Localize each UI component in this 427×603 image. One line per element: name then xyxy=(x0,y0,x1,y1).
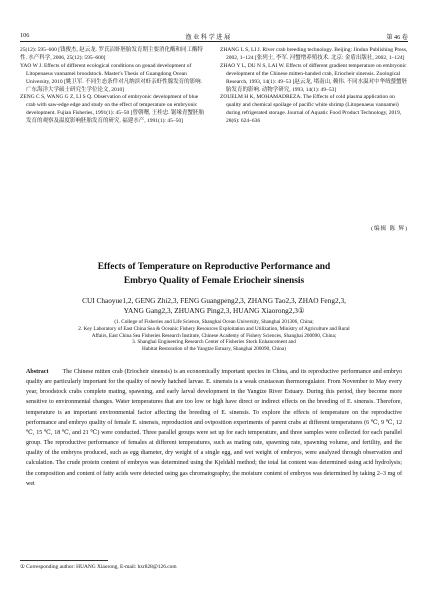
references-left-column xyxy=(20,47,205,126)
running-header xyxy=(20,32,408,41)
reference-entry: ZHAO Y L, DU N S, LAI W. Effects of different gradient temperature on embryonic development of the Chinese mitten-handed crab, Eriocheir sinensis. Zoological Research, 1993, 14(1): 49–53 [赵云龙, 堵南山, 赖伟. 不同水温对中华绒螯蟹胚胎发育的影响. 动物学研究, 1993, 14(1): 49–53] xyxy=(220,62,408,93)
affiliation-line: Habitat Restoration of the Yangtze Estuary, Shanghai 200090, China) xyxy=(142,346,286,353)
author-line: YANG Gang2,3, ZHUANG Ping2,3, HUANG Xiaorong2,3① xyxy=(123,306,305,315)
abstract-text: The Chinese mitten crab (Eriocheir sinensis) is an economically important species in China, and its reproductive performance and embryo quality are particularly important for the quality of newly hatched larvae. E. sinensis is a weak crustacean thermoregulator. From November to May every year, broodstock crabs complete mating, spawning, and early larval development in the Yangtze River Estuary. During this period, they become more sensitive to environmental changes. Water temperatures that are too low or high have direct or indirect effects on the breeding of E. sinensis. Therefore, temperature is an important environmental factor affecting the breeding of E. sinensis. To explore the effects of temperature on the reproductive performance and embryo quality of female E. sinensis, reproduction and oviposition experiments of parent crabs at different temperatures (6 ℃, 9 ℃, 12 ℃, 15 ℃, 18 ℃, and 21 ℃) were conducted. Three parallel groups were set up for each temperature, and three samples were collected for each parallel group. The reproductive performance of females at different temperatures, such as mating rate, spawning rate, spawning volume, and fertility, and the quality of the embryos produced, such as egg diameter, dry weight of a single egg, and wet weight of embryos, were analyzed through observation and calculation. The crude protein content of embryos was determined using the Kjeldahl method; the total fat content was determined using acid hydrolysis; the composition and content of fatty acids were detected using gas chromatography; the moisture content of embryos was determined by taking 2–3 mg of wet xyxy=(26,369,402,487)
title-line: Effects of Temperature on Reproductive Performance and xyxy=(97,262,331,272)
abstract xyxy=(26,367,402,489)
affiliation-line: 3. Shanghai Engineering Research Center of Fisheries Stock Enhancement and xyxy=(132,339,296,346)
title-line: Embryo Quality of Female Eriocheir sinensis xyxy=(123,276,305,286)
affiliation-line: (1. College of Fisheries and Life Science, Shanghai Ocean University, Shanghai 201306, China; xyxy=(114,319,314,325)
reference-entry: 25(12): 595–600 [钱俊杰, 赵云龙. 罗氏沼虾胚胎发育期主要消化酶和同工酶特性. 水产科学, 2006, 25(12): 595–600] xyxy=(20,47,204,61)
reference-entry: ZHANG L S, LI J. River crab breeding technology. Beijing: Jindun Publishing Press, 2002, 1–124 [张列士, 李军. 河蟹增养殖技术. 北京: 金盾出版社, 2002, 1–124] xyxy=(220,47,408,61)
affiliation-line: 2. Key Laboratory of East China Sea & Oceanic Fishery Resources Exploitation and Utilization, Ministry of Agriculture and Rural xyxy=(78,325,350,332)
abstract-label: Abstract xyxy=(26,369,49,375)
author-list xyxy=(20,296,408,316)
reference-entry: YAO W J. Effects of different ecological conditions on gonad development of Litopenaeus vannamei broodstock. Master′s Thesis of Guangdong Ocean University, 2010 [姚卫军. 不同生态条件对凡纳滨对虾亲虾性腺发育的影响. 广东海洋大学硕士研究生学位论文, 2010] xyxy=(20,62,202,93)
affiliations xyxy=(26,319,402,353)
reference-entry: ZENG C S, WANG G Z, LI S Q. Observation of embryonic development of blue crab with saw-edge edge and study on the effect of temperature on embryonic development. Fujian Fisheries, 1991(1): 45–50 [曾朝曙, 王桂忠. 锯缘青蟹胚胎发育的观察及温度影响胚胎发育的研究. 福建水产, 1991(1): 45–50] xyxy=(20,94,204,125)
footnote-rule xyxy=(20,560,108,561)
corresponding-author-footnote: ① Corresponding author: HUANG Xiaorong, E-mail: hxr828@126.com xyxy=(20,564,177,570)
affiliation-line: Affairs, East China Sea Fisheries Research Institute, Chinese Academy of Fishery Sciences, Shanghai 200090, China; xyxy=(91,332,337,339)
reference-entry: ZOUELM H K, MOHAMADREZA. The Effects of cold plasma application on quality and chemical spoilage of pacific white shrimp (Litopenaeus vannamei) during refrigerated storage. Journal of Aquatic Food Product Technology, 2019, 28(6): 624–636 xyxy=(220,94,402,125)
volume-label: 第 46 卷 xyxy=(386,34,408,41)
journal-name: 渔 业 科 学 进 展 xyxy=(185,34,231,41)
page-number: 106 xyxy=(20,32,30,39)
references-right-column xyxy=(220,47,409,126)
editor-note: (编辑 陈 辉) xyxy=(371,226,408,232)
english-title xyxy=(20,260,408,288)
header-rule xyxy=(20,41,408,42)
author-line: CUI Chaoyue1,2, GENG Zhi2,3, FENG Guangpeng2,3, ZHANG Tao2,3, ZHAO Feng2,3, xyxy=(82,296,346,305)
